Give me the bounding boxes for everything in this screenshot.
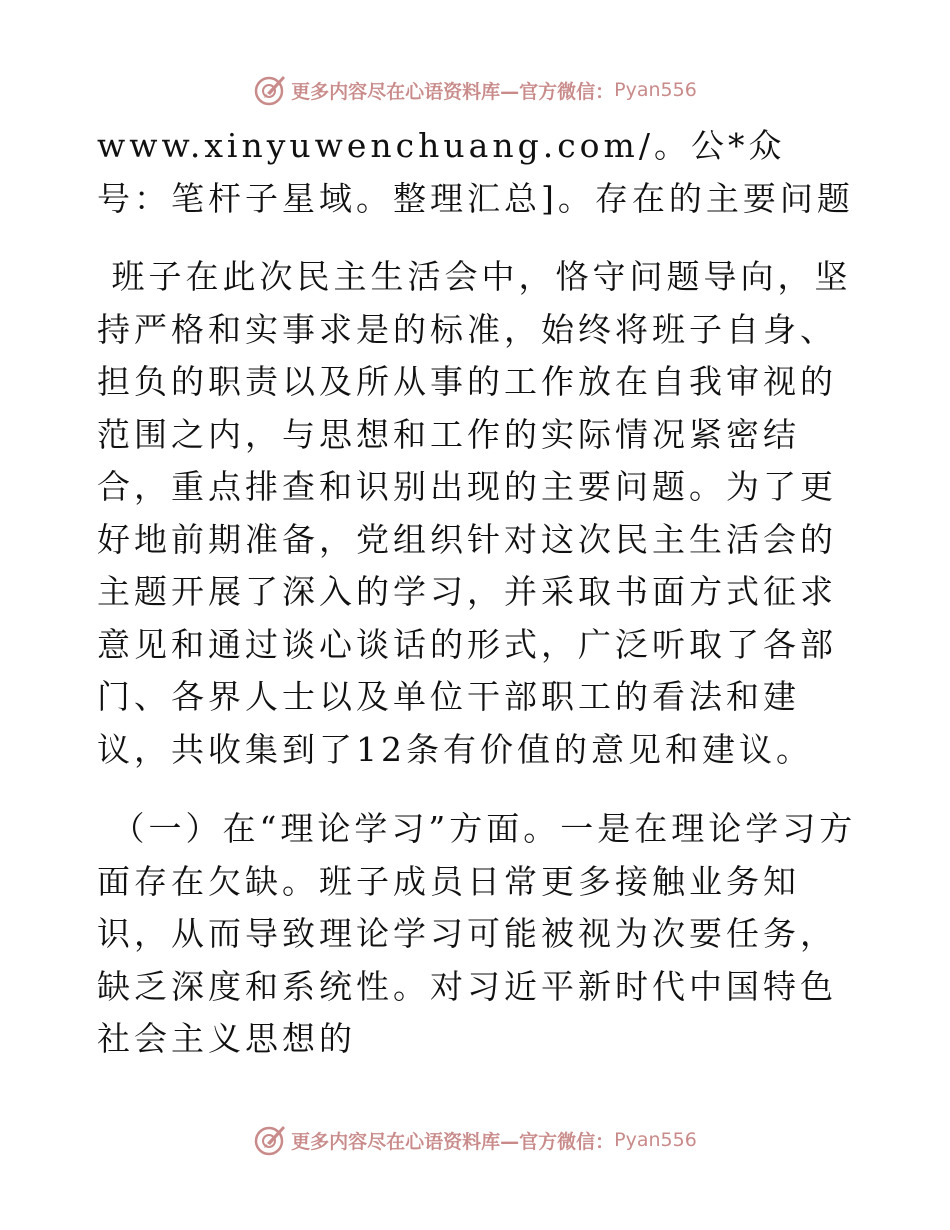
watermark-wechat-id: Pyan556 <box>614 79 697 101</box>
footer-watermark <box>0 1120 950 1160</box>
paragraph-intro: www.xinyuwenchuang.com/。公*众号：笔杆子星域。整理汇总]。存在的主要问题 <box>97 126 854 218</box>
quill-pen-logo-icon <box>253 73 287 107</box>
watermark-wechat-id: Pyan556 <box>614 1129 697 1151</box>
paragraph-main-issues: 班子在此次民主生活会中，恪守问题导向，坚持严格和实事求是的标准，始终将班子自身、担负的职责以及所从事的工作放在自我审视的范围之内，与思想和工作的实际情况紧密结合，重点排查和识别出现的主要问题。为了更好地前期准备，党组织针对这次民主生活会的主题开展了深入的学习，并采取书面方式征求意见和通过谈心谈话的形式，广泛听取了各部门、各界人士以及单位干部职工的看法和建议，共收集到了12条有价值的意见和建议。 <box>97 257 852 769</box>
paragraph-theory-study: （一）在“理论学习”方面。一是在理论学习方面存在欠缺。班子成员日常更多接触业务知识，从而导致理论学习可能被视为次要任务，缺乏深度和系统性。对习近平新时代中国特色社会主义思想的 <box>97 809 857 1058</box>
document-body <box>97 120 857 1066</box>
quill-pen-logo-icon <box>253 1123 287 1157</box>
watermark-text: 更多内容尽在心语资料库—官方微信： <box>291 80 615 103</box>
header-watermark <box>0 70 950 110</box>
watermark-text: 更多内容尽在心语资料库—官方微信： <box>291 1130 615 1153</box>
